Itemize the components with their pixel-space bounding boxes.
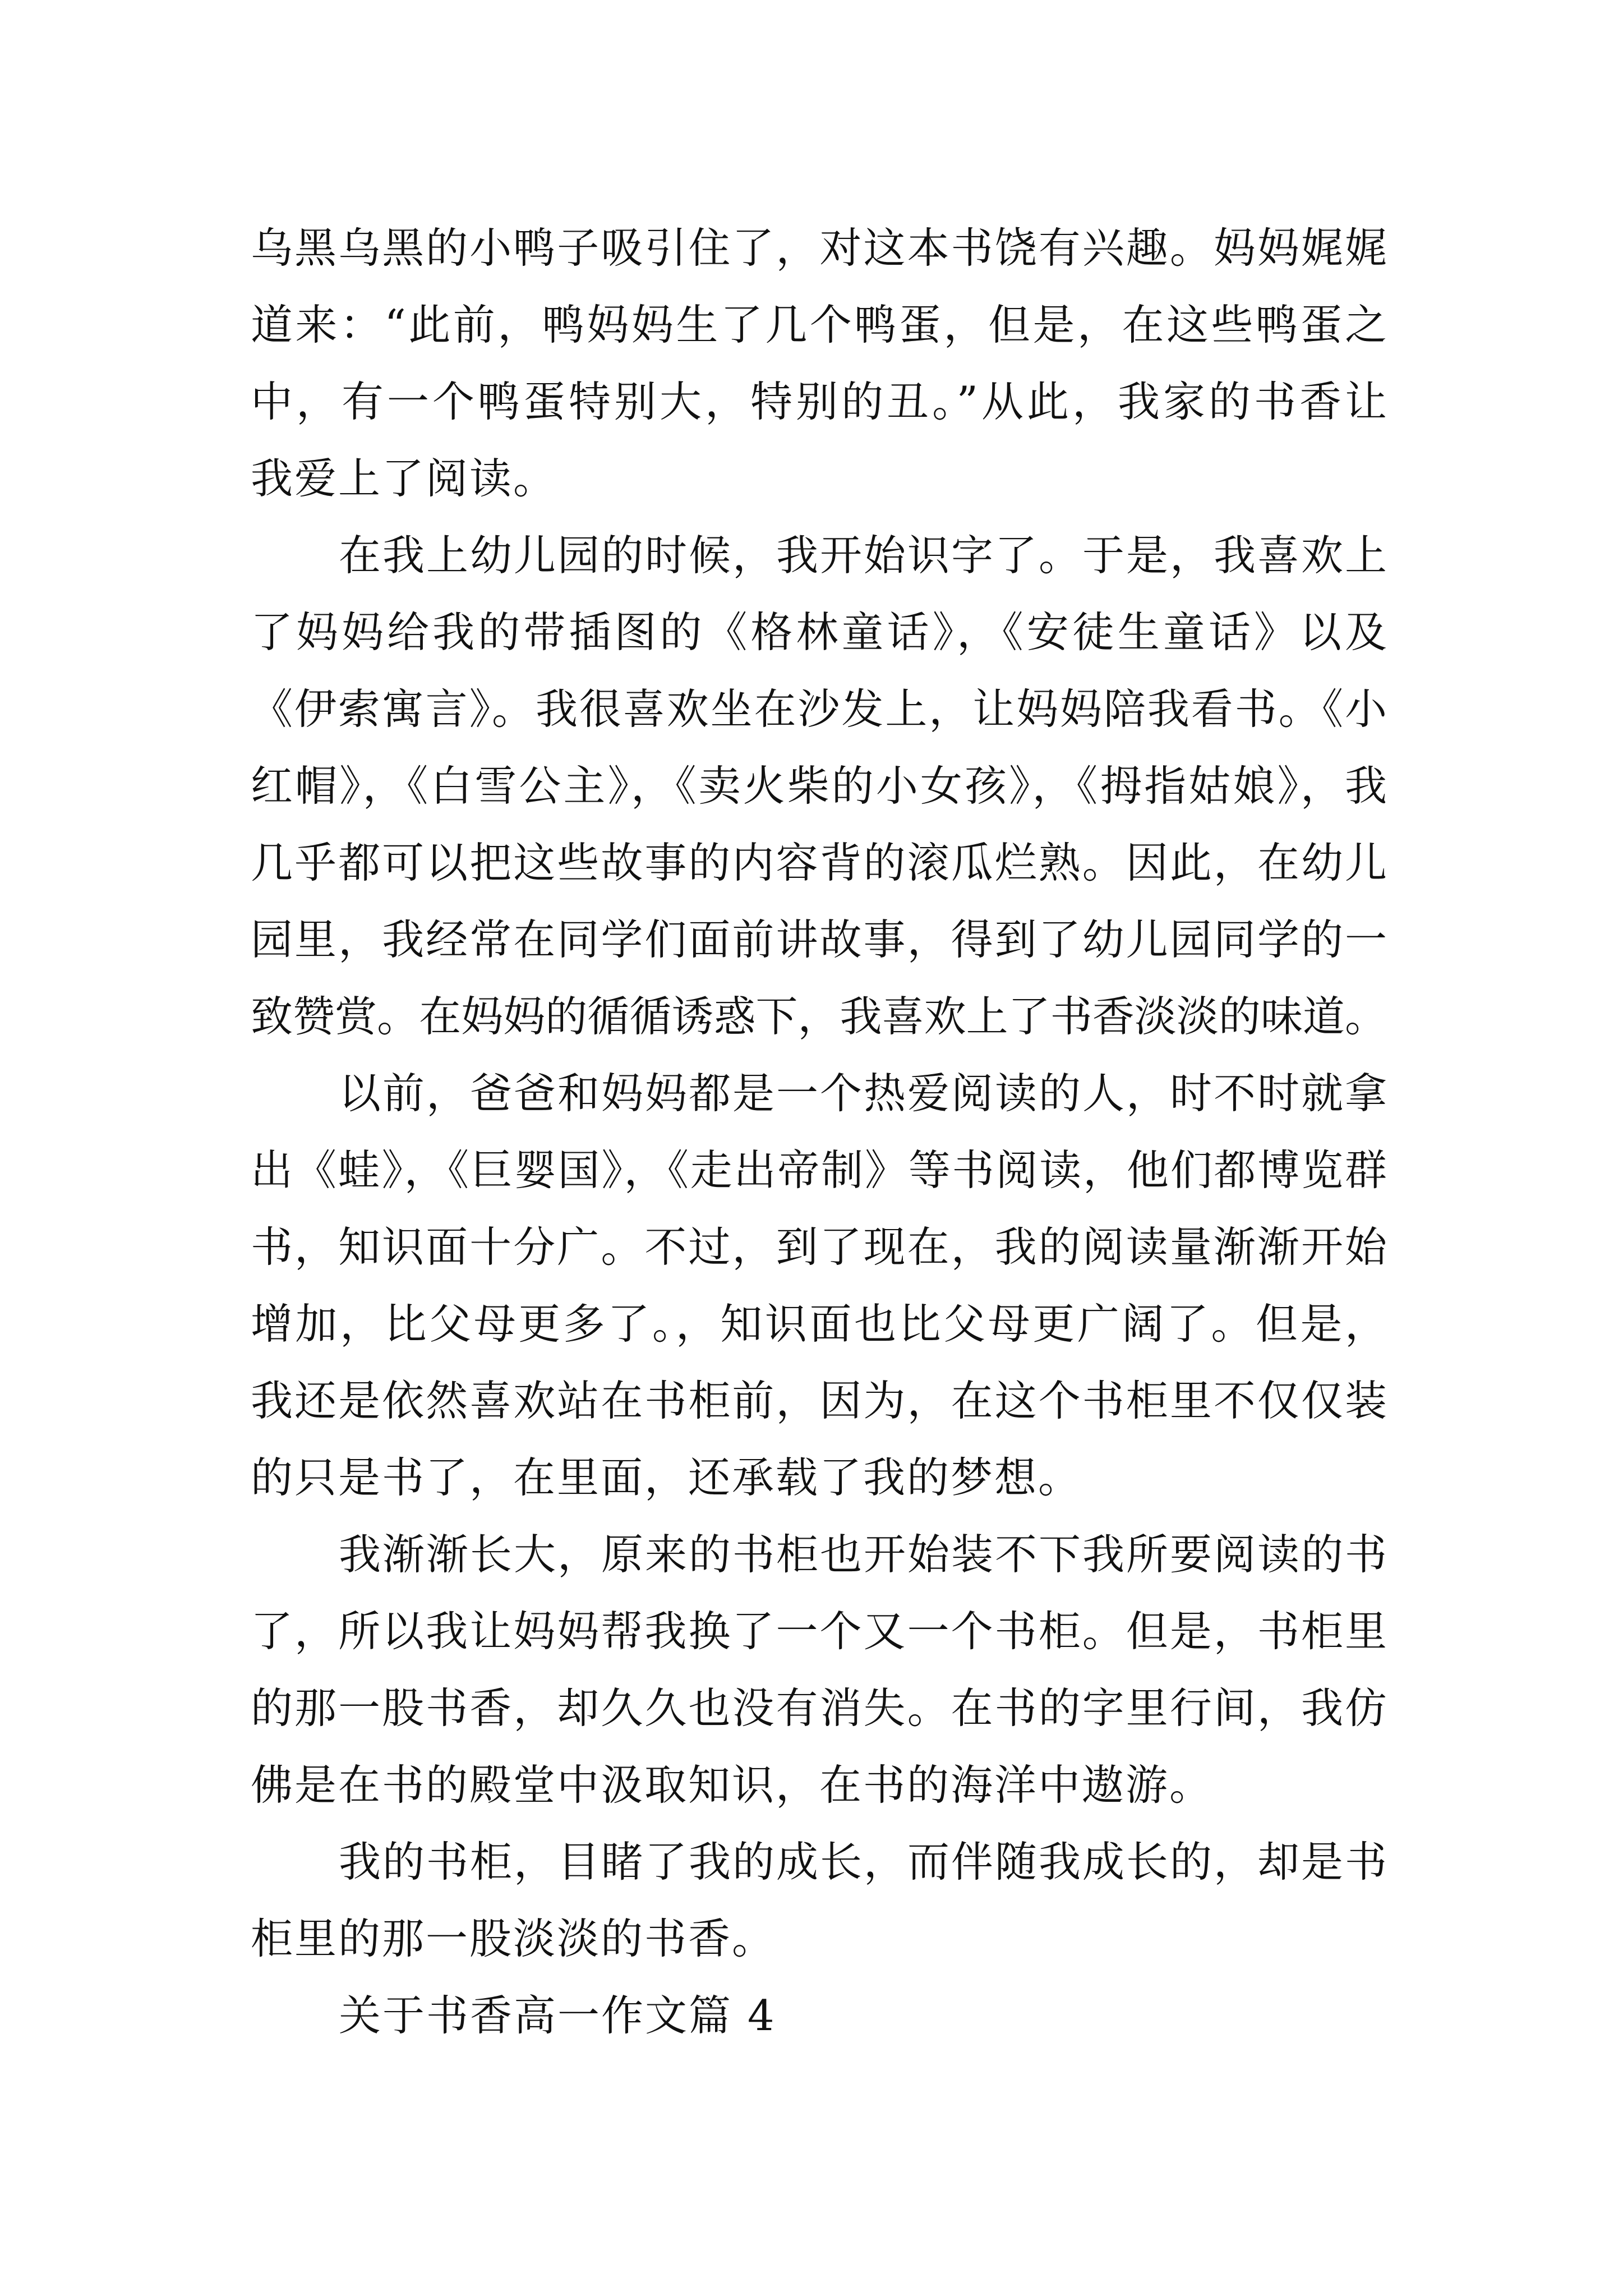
text-line: 我爱上了阅读。 (251, 454, 557, 503)
text-line: 我渐渐长大，原来的书柜也开始装不下我所要阅读的书 (339, 1530, 1389, 1579)
paragraph (251, 1055, 1390, 1516)
text-line: 了妈妈给我的带插图的《格林童话》，《安徒生童话》以及 (251, 608, 1391, 657)
text-line: 园里，我经常在同学们面前讲故事，得到了幼儿园同学的一 (251, 915, 1389, 964)
text-line: 我的书柜，目睹了我的成长，而伴随我成长的，却是书 (339, 1837, 1389, 1887)
text-line: 红帽》，《白雪公主》，《卖火柴的小女孩》，《拇指姑娘》，我 (251, 761, 1390, 811)
text-line: 我还是依然喜欢站在书柜前，因为，在这个书柜里不仅仅装 (251, 1376, 1389, 1425)
text-line: 道来：“此前，鸭妈妈生了几个鸭蛋，但是，在这些鸭蛋之 (251, 300, 1390, 349)
paragraph (251, 1824, 1387, 1977)
text-line: 柜里的那一股淡淡的书香。 (251, 1914, 776, 1963)
text-line: 了，所以我让妈妈帮我换了一个又一个书柜。但是，书柜里 (251, 1607, 1389, 1656)
text-line: 乌黑乌黑的小鸭子吸引住了，对这本书饶有兴趣。妈妈娓娓 (251, 223, 1389, 273)
text-line: 佛是在书的殿堂中汲取知识，在书的海洋中遨游。 (251, 1760, 1214, 1810)
text-line: 以前，爸爸和妈妈都是一个热爱阅读的人，时不时就拿 (339, 1069, 1389, 1118)
paragraph (251, 517, 1391, 1055)
text-line: 书，知识面十分广。不过，到了现在，我的阅读量渐渐开始 (251, 1222, 1389, 1272)
paragraph (251, 1516, 1387, 1824)
text-line: 《伊索寓言》。我很喜欢坐在沙发上，让妈妈陪我看书。《小 (251, 684, 1389, 734)
text-line: 出《蛙》，《巨婴国》，《走出帝制》等书阅读，他们都博览群 (251, 1145, 1389, 1195)
section-heading: 关于书香高一作文篇 4 (339, 1991, 776, 2040)
text-line: 几乎都可以把这些故事的内容背的滚瓜烂熟。因此，在幼儿 (251, 838, 1389, 887)
text-line: 的只是书了，在里面，还承载了我的梦想。 (251, 1453, 1082, 1502)
text-line: 增加，比父母更多了。，知识面也比父母更广阔了。但是， (251, 1299, 1390, 1349)
text-body (251, 210, 1391, 2054)
text-line: 中，有一个鸭蛋特别大，特别的丑。”从此，我家的书香让 (251, 377, 1391, 426)
text-line: 在我上幼儿园的时候，我开始识字了。于是，我喜欢上 (339, 531, 1389, 580)
text-line: 的那一股书香，却久久也没有消失。在书的字里行间，我仿 (251, 1683, 1389, 1733)
paragraph (251, 210, 1391, 517)
text-line: 致赞赏。在妈妈的循循诱惑下，我喜欢上了书香淡淡的味道。 (251, 992, 1387, 1041)
